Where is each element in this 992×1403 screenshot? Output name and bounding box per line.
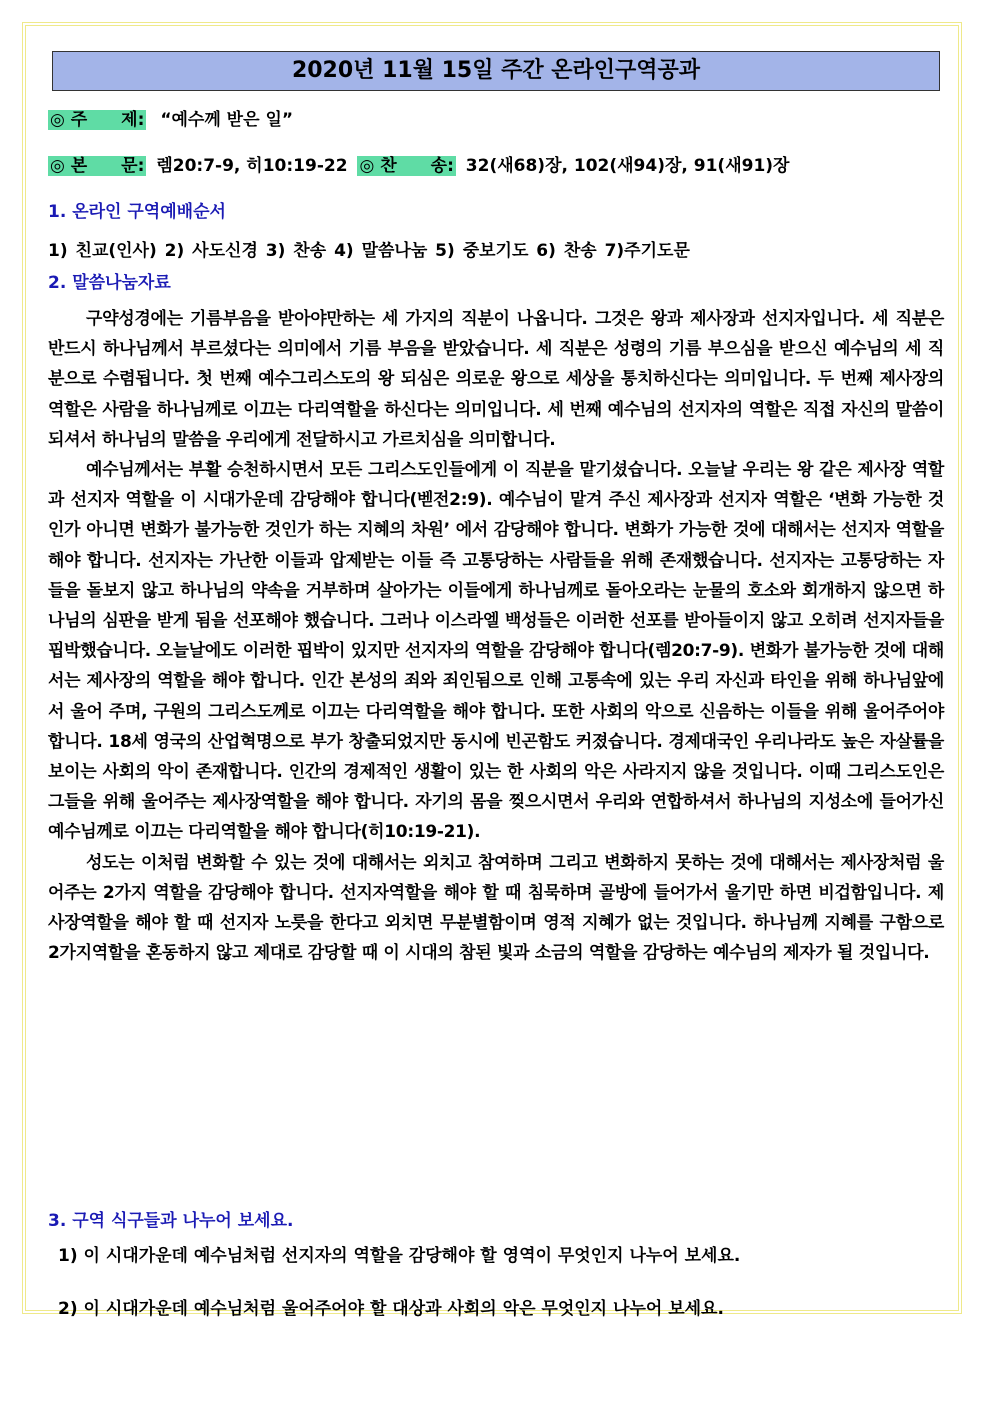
scripture-value: 렘20:7-9, 히10:19-22 <box>156 156 348 176</box>
section1-heading: 1. 온라인 구역예배순서 <box>48 202 226 222</box>
paragraph: 예수님께서는 부활 승천하시면서 모든 그리스도인들에게 이 직분을 맡기셨습니다. 오늘날 우리는 왕 같은 제사장 역할과 선지자 역할을 이 시대가운데 감당해야 합니다(벧전2:9). 예수님이 맡겨 주신 제사장과 선지자 역할은 ‘변화 가능한 것인가 아니면 변화가 불가능한 것인가 하는 지혜의 차원’ 에서 감당해야 합니다. 변화가 가능한 것에 대해서는 선지자 역할을 해야 합니다. 선지자는 가난한 이들과 압제받는 이들 즉 고통당하는 사람들을 위해 존재했습니다. 선지자는 고통당하는 자들을 돌보지 않고 하나님의 약속을 거부하며 살아가는 이들에게 하나님께로 돌아오라는 눈물의 호소와 회개하지 않으면 하나님의 심판을 받게 됨을 선포해야 했습니다. 그러나 이스라엘 백성들은 이러한 선포를 받아들이지 않고 오히려 선지자들을 핍박했습니다. 오늘날에도 이러한 핍박이 있지만 선지자의 역할을 감당해야 합니다(렘20:7-9). 변화가 불가능한 것에 대해서는 제사장의 역할을 해야 합니다. 인간 본성의 죄와 죄인됨으로 인해 고통속에 있는 우리 자신과 타인을 위해 하나님앞에서 울어 주며, 구원의 그리스도께로 이끄는 다리역할을 해야 합니다. 또한 사회의 악으로 신음하는 이들을 위해 울어주어야 합니다. 18세 영국의 산업혁명으로 부가 창출되었지만 동시에 빈곤함도 커졌습니다. 경제대국인 우리나라도 높은 자살률을 보이는 사회의 악이 존재합니다. 인간의 경제적인 생활이 있는 한 사회의 악은 사라지지 않을 것입니다. 이때 그리스도인은 그들을 위해 울어주는 제사장역할을 해야 합니다. 자기의 몸을 찢으시면서 우리와 연합하셔서 하나님의 지성소에 들어가신 예수님께로 이끄는 다리역할을 해야 합니다(히10:19-21). <box>48 460 944 843</box>
hymn-value: 32(새68)장, 102(새94)장, 91(새91)장 <box>465 156 790 176</box>
hymn-label: ◎ 찬 송: <box>359 156 454 176</box>
section2-heading: 2. 말씀나눔자료 <box>48 273 171 293</box>
paragraph: 구약성경에는 기름부음을 받아야만하는 세 가지의 직분이 나옵니다. 그것은 왕과 제사장과 선지자입니다. 세 직분은 반드시 하나님께서 부르셨다는 의미에서 기름 부음을 받았습니다. 세 직분은 성령의 기름 부으심을 받으신 예수님의 세 직분으로 수렴됩니다. 첫 번째 예수그리스도의 왕 되심은 의로운 왕으로 세상을 통치하신다는 의미입니다. 두 번째 제사장의 역할은 사람을 하나님께로 이끄는 다리역할을 하신다는 의미입니다. 세 번째 예수님의 선지자의 역할은 직접 자신의 말씀이 되셔서 하나님의 말씀을 우리에게 전달하시고 가르치심을 의미합니다. <box>48 309 944 450</box>
section3-heading: 3. 구역 식구들과 나누어 보세요. <box>48 1211 294 1231</box>
scripture-label: ◎ 본 문: <box>50 156 145 176</box>
discussion-question: 2) 이 시대가운데 예수님처럼 울어주어야 할 대상과 사회의 악은 무엇인지 나누어 보세요. <box>58 1299 724 1319</box>
page-title: 2020년 11월 15일 주간 온라인구역공과 <box>52 51 940 91</box>
theme-value: “예수께 받은 일” <box>160 110 294 130</box>
theme-label: ◎ 주 제: <box>50 110 145 130</box>
sermon-text <box>48 304 944 968</box>
scripture-hymn-row <box>48 155 789 177</box>
theme-row <box>48 109 293 131</box>
paragraph: 성도는 이처럼 변화할 수 있는 것에 대해서는 외치고 참여하며 그리고 변화하지 못하는 것에 대해서는 제사장처럼 울어주는 2가지 역할을 감당해야 합니다. 선지자역할을 해야 할 때 침묵하며 골방에 들어가서 울기만 하면 비겁함입니다. 제사장역할을 해야 할 때 선지자 노릇을 한다고 외치면 무분별함이며 영적 지혜가 없는 것입니다. 하나님께 지혜를 구함으로 2가지역할을 혼동하지 않고 제대로 감당할 때 이 시대의 참된 빛과 소금의 역할을 감당하는 예수님의 제자가 될 것입니다. <box>48 852 944 964</box>
worship-order: 1) 친교(인사) 2) 사도신경 3) 찬송 4) 말씀나눔 5) 중보기도 6) 찬송 7)주기도문 <box>48 241 690 261</box>
discussion-question: 1) 이 시대가운데 예수님처럼 선지자의 역할을 감당해야 할 영역이 무엇인지 나누어 보세요. <box>58 1246 741 1266</box>
